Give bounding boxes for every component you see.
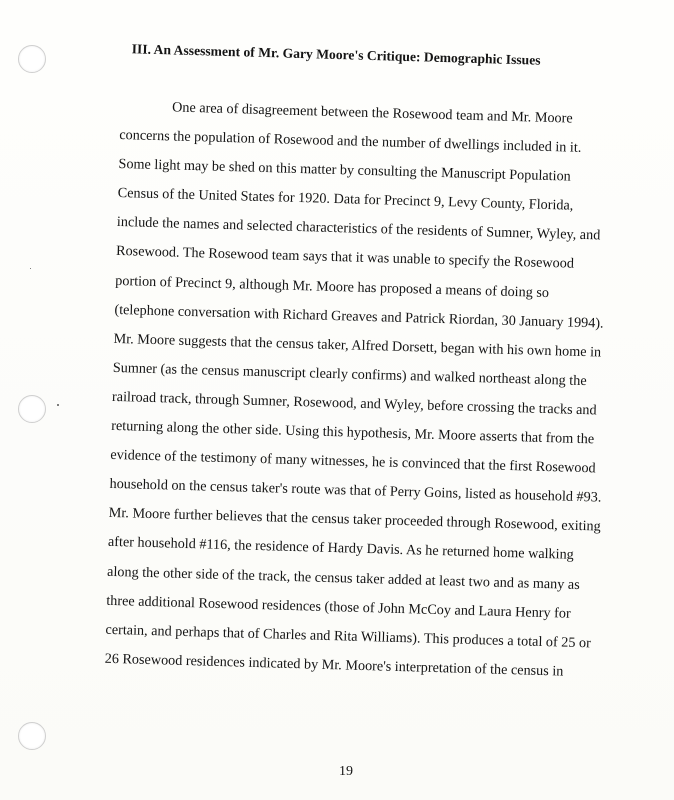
paragraph-line: (telephone conversation with Richard Greaves and Patrick Riordan, 30 January 1994).	[114, 301, 604, 332]
paragraph-line: Mr. Moore further believes that the census taker proceeded through Rosewood, exiting	[108, 505, 601, 535]
paragraph-line: Census of the United States for 1920. Data for Precinct 9, Levy County, Florida,	[117, 185, 574, 214]
paragraph-line: include the names and selected characteristics of the residents of Sumner, Wyley, and	[116, 214, 601, 244]
paragraph-line: 26 Rosewood residences indicated by Mr. Moore's interpretation of the census in	[104, 650, 564, 680]
paragraph-line: One area of disagreement between the Rosewood team and Mr. Moore	[171, 99, 573, 127]
paragraph-line: Mr. Moore suggests that the census taker, Alfred Dorsett, began with his own home in	[113, 330, 602, 361]
paragraph-line: certain, and perhaps that of Charles and Rita Williams). This produces a total of 25 or	[105, 621, 592, 652]
paragraph-line: Rosewood. The Rosewood team says that it was unable to specify the Rosewood	[115, 243, 575, 273]
paragraph-line: Sumner (as the census manuscript clearly confirms) and walked northeast along the	[112, 359, 587, 389]
section-heading: III. An Assessment of Mr. Gary Moore's Critique: Demographic Issues	[131, 41, 541, 68]
scan-speck	[57, 404, 59, 406]
text-block	[104, 40, 627, 688]
punch-hole-top	[18, 45, 46, 73]
paragraph-line: evidence of the testimony of many witnesses, he is convinced that the first Rosewood	[110, 446, 596, 477]
paragraph-line: after household #116, the residence of Hardy Davis. As he returned home walking	[107, 534, 574, 564]
page-number: 19	[339, 764, 353, 779]
punch-hole-middle	[18, 395, 46, 423]
punch-hole-bottom	[18, 722, 46, 750]
paragraph-line: Some light may be shed on this matter by consulting the Manuscript Population	[118, 156, 571, 185]
paragraph-line: three additional Rosewood residences (those of John McCoy and Laura Henry for	[106, 592, 571, 622]
paragraph-line: railroad track, through Sumner, Rosewood, and Wyley, before crossing the tracks and	[111, 388, 597, 419]
scan-speck	[30, 268, 31, 269]
paragraph-line: household on the census taker's route was that of Perry Goins, listed as household #93.	[109, 476, 602, 506]
paragraph-line: along the other side of the track, the census taker added at least two and as many as	[106, 563, 580, 593]
paragraph-line: concerns the population of Rosewood and the number of dwellings included in it.	[119, 127, 582, 156]
paragraph-line: returning along the other side. Using this hypothesis, Mr. Moore asserts that from the	[110, 417, 595, 448]
paragraph-line: portion of Precinct 9, although Mr. Moore has proposed a means of doing so	[115, 272, 550, 301]
paragraph	[104, 92, 625, 688]
